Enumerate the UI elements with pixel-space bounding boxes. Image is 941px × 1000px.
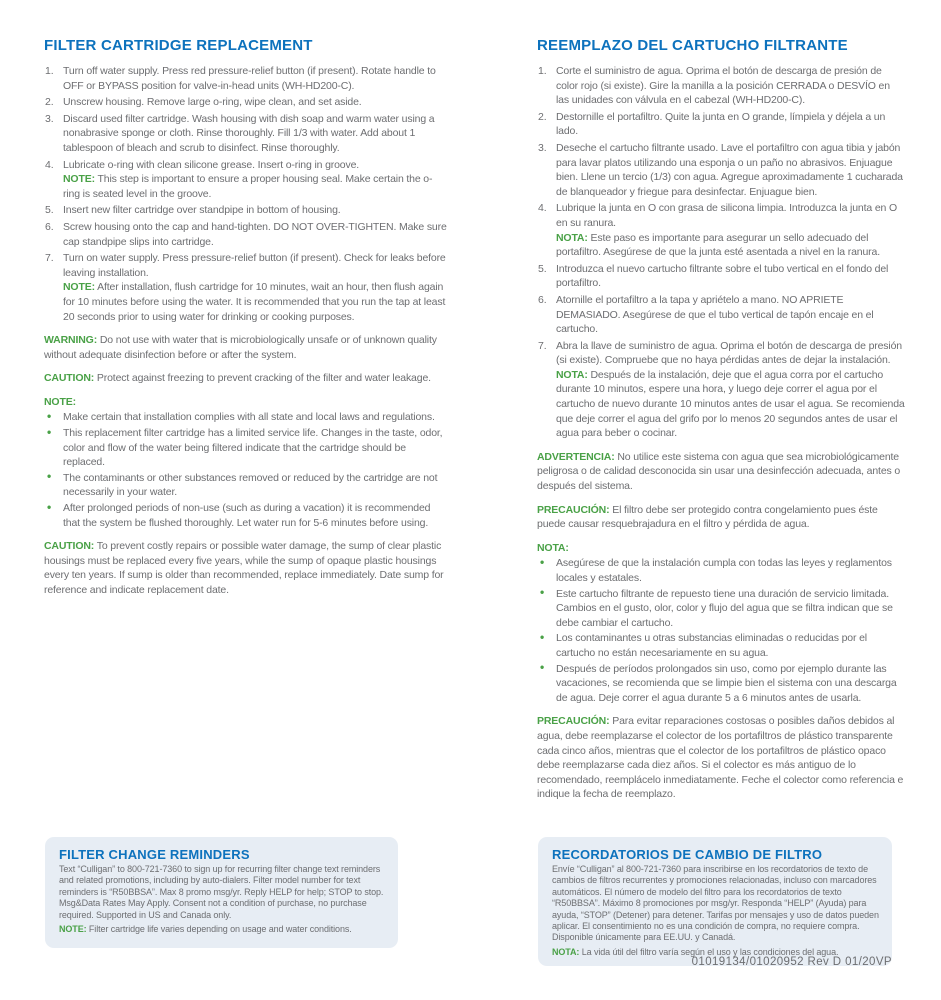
note-bullets-spanish — [537, 556, 905, 705]
caution2-label: CAUTION: — [44, 540, 95, 553]
step-item — [44, 95, 448, 110]
warning-text: Do not use with water that is microbiologically unsafe or of unknown quality without adequate disinfection before or after the system. — [44, 334, 437, 361]
step-item — [44, 158, 448, 202]
reminder-box-title-english: FILTER CHANGE REMINDERS — [59, 847, 250, 862]
step-item — [44, 220, 448, 249]
step-text: Screw housing onto the cap and hand-tighten. DO NOT OVER-TIGHTEN. Make sure cap standpipe slips into cartridge. — [63, 220, 447, 248]
note-text: Este paso es importante para asegurar un sello adecuado del portafiltro. Asegúrese de que la junta esté asentada a nivel en la ranura. — [556, 231, 880, 259]
step-text: Abra la llave de suministro de agua. Oprima el botón de descarga de presión (si existe). Compruebe que no haya pérdidas antes de dejar la instalación. — [556, 339, 902, 367]
recordatorios-cambio-filtro-box — [538, 837, 892, 966]
bullet-item — [44, 410, 448, 425]
step-text: Deseche el cartucho filtrante usado. Lave el portafiltro con agua tibia y jabón para lavar platos utilizando una esponja o un paño no abrasivos. Enjuague bien. Llene un tercio (1/3) con agua. Agregue aproximadamente 1 cucharada de blanqueador y friegue para desinfectar. Enjuague bien. — [556, 141, 903, 198]
note-text: La vida útil del filtro varía según el uso y las condiciones del agua. — [581, 946, 839, 957]
caution2-paragraph-english — [44, 539, 448, 597]
bullet-item — [44, 426, 448, 470]
step-item — [537, 262, 905, 291]
step-item — [537, 64, 905, 108]
bullet-item — [537, 556, 905, 585]
warning-paragraph-english — [44, 333, 448, 362]
bullet-text: Los contaminantes u otras substancias eliminadas o reducidas por el cartucho no están necesariamente en su agua. — [556, 632, 867, 659]
bullet-text: Después de períodos prolongados sin uso, como por ejemplo durante las vacaciones, se recomienda que se limpie bien el sistema con una descarga de agua. Deje correr el agua durante 5 a 6 minutos antes de usarla. — [556, 662, 897, 704]
step-item — [44, 203, 448, 218]
step-text: Unscrew housing. Remove large o-ring, wipe clean, and set aside. — [63, 96, 362, 109]
caution2-text: To prevent costly repairs or possible water damage, the sump of clear plastic housings must be replaced every five years, while the sump of opaque plastic housings every ten years. If sump is older than recommended, replace immediately. Date sump for reference and indicate replacement date. — [44, 540, 444, 596]
step-number: 4. — [538, 202, 547, 215]
step-number: 7. — [538, 339, 547, 352]
step-text: Lubrique la junta en O con grasa de silicona limpia. Introduzca la junta en O en su ranura. — [556, 202, 897, 229]
bullet-text: The contaminants or other substances removed or reduced by the cartridge are not necessarily in your water. — [63, 471, 438, 499]
bullet-item — [537, 631, 905, 660]
step-note — [63, 172, 448, 201]
note-label: NOTE: — [59, 924, 87, 935]
step-item — [537, 339, 905, 441]
note-text: Filter cartridge life varies depending on usage and water conditions. — [88, 924, 352, 935]
caution-paragraph-spanish — [537, 503, 905, 532]
step-number: 5. — [538, 262, 547, 275]
bullet-text: Este cartucho filtrante de repuesto tiene una duración de servicio limitada. Cambios en el gusto, olor, color y flujo del agua que se filtra indican que se debe cambiar el cartucho. — [556, 587, 893, 629]
step-number: 1. — [45, 65, 54, 77]
bullet-text: Asegúrese de que la instalación cumpla con todas las leyes y reglamentos locales y estatales. — [556, 557, 892, 584]
english-column — [44, 37, 448, 598]
step-note — [63, 280, 448, 324]
step-text: Discard used filter cartridge. Wash housing with dish soap and warm water using a nonabrasive sponge or cloth. Rinse thoroughly. Fill 1/3 with water. Add about 1 tablespoon of bleach and scrub to disinfect. Rinse thoroughly. — [63, 112, 435, 154]
note-label: NOTE: — [63, 281, 95, 294]
steps-list-english — [44, 64, 448, 324]
caution-text: El filtro debe ser protegido contra congelamiento pues éste puede causar resquebrajadura en el filtro y pérdida de agua. — [537, 503, 878, 531]
note-label: NOTE: — [63, 173, 95, 186]
step-number: 2. — [538, 110, 547, 123]
step-item — [537, 110, 905, 139]
document-part-number: 01019134/01020952 Rev D 01/20VP — [691, 956, 892, 968]
step-item — [537, 141, 905, 199]
section-title-english: FILTER CARTRIDGE REPLACEMENT — [44, 37, 313, 54]
spanish-column — [537, 37, 905, 802]
step-item — [44, 251, 448, 324]
note-text: This step is important to ensure a proper housing seal. Make certain the o-ring is seated level in the groove. — [63, 173, 433, 200]
bullet-item — [537, 662, 905, 706]
step-text: Turn off water supply. Press red pressure-relief button (if present). Rotate handle to OFF or BYPASS position for valve-in-head units (WH-HD200-C). — [63, 65, 436, 92]
reminder-box-note-english — [59, 924, 385, 935]
step-number: 6. — [538, 293, 547, 306]
warning-label: WARNING: — [44, 334, 98, 347]
step-text: Atornille el portafiltro a la tapa y apriételo a mano. NO APRIETE DEMASIADO. Asegúrese de que el tubo vertical de tapón encaje en el cartucho. — [556, 293, 874, 336]
step-text: Insert new filter cartridge over standpipe in bottom of housing. — [63, 204, 341, 217]
bullet-text: After prolonged periods of non-use (such as during a vacation) it is recommended that the system be flushed thoroughly. Let water run for 5-6 minutes before using. — [63, 502, 431, 529]
step-text: Corte el suministro de agua. Oprima el botón de descarga de presión de color rojo (si existe). Gire la manilla a la posición CERRADA o DESVÍO en las unidades con válvula en el cabezal (WH-HD200-C). — [556, 65, 890, 107]
reminder-box-title-spanish: RECORDATORIOS DE CAMBIO DE FILTRO — [552, 847, 823, 862]
step-number: 2. — [45, 96, 54, 109]
section-title-spanish: REEMPLAZO DEL CARTUCHO FILTRANTE — [537, 37, 848, 54]
caution-text: Protect against freezing to prevent cracking of the filter and water leakage. — [96, 372, 431, 385]
note-bullets-english — [44, 410, 448, 530]
step-item — [537, 201, 905, 259]
step-note — [556, 231, 905, 260]
note-heading-english: NOTE: — [44, 395, 76, 408]
note-heading-spanish: NOTA: — [537, 541, 569, 554]
step-number: 3. — [538, 141, 547, 154]
caution2-paragraph-spanish — [537, 714, 905, 802]
step-text: Introduzca el nuevo cartucho filtrante sobre el tubo vertical en el fondo del portafiltro. — [556, 262, 889, 290]
step-item — [44, 64, 448, 93]
steps-list-spanish — [537, 64, 905, 441]
step-text: Destornille el portafiltro. Quite la junta en O grande, límpiela y déjela a un lado. — [556, 110, 886, 138]
step-item — [537, 293, 905, 337]
step-text: Turn on water supply. Press pressure-relief button (if present). Check for leaks before leaving installation. — [63, 252, 446, 279]
bullet-item — [44, 471, 448, 500]
caution2-text: Para evitar reparaciones costosas o posibles daños debidos al agua, debe reemplazarse el colector de los portafiltros de plástico transparente cada cinco años, mientras que el colector de los portafiltros de plástico opaco debe reemplazarse cada diez años. Si el colector es más antiguo de lo recomendado, reemplácelo inmediatamente. Feche el colector como referencia e indique la fecha de reemplazo. — [537, 715, 904, 801]
step-note — [556, 368, 905, 441]
step-number: 4. — [45, 158, 54, 171]
caution2-label: PRECAUCIÓN: — [537, 715, 610, 728]
step-text: Lubricate o-ring with clean silicone grease. Insert o-ring in groove. — [63, 158, 360, 171]
bullet-text: Make certain that installation complies with all state and local laws and regulations. — [63, 411, 435, 424]
caution-label: CAUTION: — [44, 372, 95, 385]
step-item — [44, 112, 448, 156]
warning-text: No utilice este sistema con agua que sea microbiológicamente peligrosa o de calidad desconocida sin usar una desinfección adecuada, antes o después del sistema. — [537, 450, 901, 493]
step-number: 5. — [45, 204, 54, 217]
note-label: NOTA: — [556, 231, 588, 244]
bullet-text: This replacement filter cartridge has a limited service life. Changes in the taste, odor, color and flow of the water being filtered indicate that the cartridge should be replaced. — [63, 427, 443, 469]
caution-paragraph-english — [44, 371, 448, 386]
step-number: 1. — [538, 65, 547, 77]
warning-paragraph-spanish — [537, 450, 905, 494]
bullet-item — [537, 587, 905, 631]
note-label: NOTA: — [556, 368, 588, 381]
filter-change-reminders-box — [45, 837, 398, 948]
caution-label: PRECAUCIÓN: — [537, 503, 610, 516]
step-number: 3. — [45, 112, 54, 125]
note-text: After installation, flush cartridge for 10 minutes, wait an hour, then flush again for 10 minutes before using the water. It is recommended that you run the tap at least 20 seconds prior to using water for drinking or cooking purposes. — [63, 281, 446, 323]
note-label: NOTA: — [552, 946, 580, 957]
warning-label: ADVERTENCIA: — [537, 450, 615, 463]
bullet-item — [44, 501, 448, 530]
reminder-box-body-spanish: Envíe “Culligan” al 800-721-7360 para inscribirse en los recordatorios de texto de cambios de filtros recurrentes y promociones relacionadas, incluso con marcadores automáticos. El número de modelo del filtro para los recordatorios de texto “R50BBSA”. Máximo 8 promociones por msg/yr. Responda “HELP” (Ayuda) para ayuda, “STOP” (Detener) para detener. Tarifas por mensajes y uso de datos pueden aplicar. El consentimiento no es una condición de compra, no requiere compra. Disponible únicamente para EE.UU. y Canadá. — [552, 864, 879, 943]
step-number: 7. — [45, 252, 54, 265]
note-text: Después de la instalación, deje que el agua corra por el cartucho durante 10 minutos, espere una hora, y luego deje correr el agua por el cartucho de nuevo durante 10 minutos antes de usar el agua. Se recomienda que deje correr el agua del grifo por lo menos 20 segundos antes de usar el agua para beber o cocinar. — [556, 368, 905, 440]
step-number: 6. — [45, 220, 54, 233]
reminder-box-body-english: Text “Culligan” to 800-721-7360 to sign up for recurring filter change text reminders and related promotions, including by auto-dialers. Filter model number for text reminders is “R50BBSA”. Max 8 promo msg/yr. Reply HELP for help; STOP to stop. Msg&Data Rates May Apply. Consent not a condition of purchase, no purchase required. Supported in US and Canada only. — [59, 864, 384, 920]
